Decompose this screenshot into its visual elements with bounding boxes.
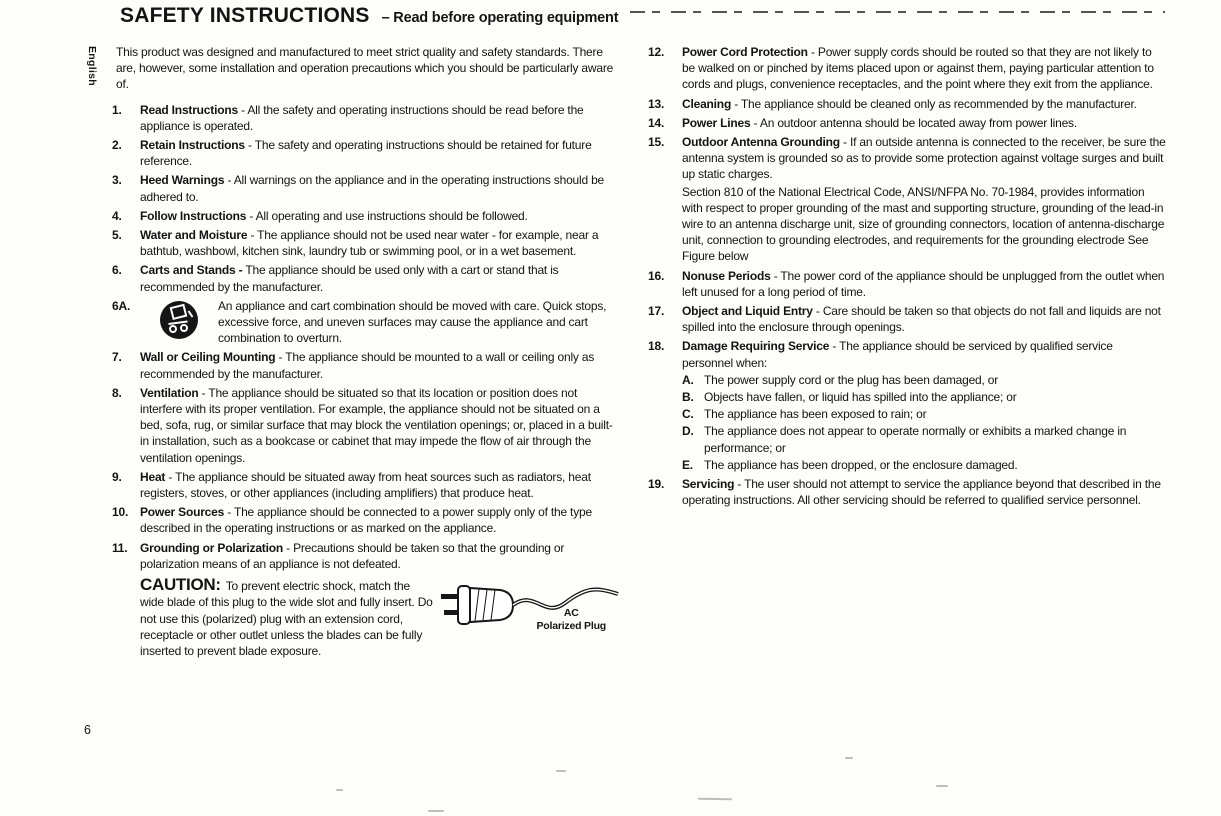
item-text <box>140 298 620 347</box>
item-text <box>682 96 1166 112</box>
service-condition-d <box>682 423 1166 455</box>
item-body: - The appliance should be situated so that its location or position does not interfere with its proper ventilation. For example, the appliance should not be situated on a bed, sofa, rug, or similar surface that may block the ventilation openings; or, placed in a built-in installation, such as a bookcase or cabinet that may impede the flow of air through the ventilation openings. <box>140 385 613 465</box>
page-number: 6 <box>84 723 91 737</box>
item-title: Damage Requiring Service <box>682 339 830 354</box>
item-body: - The appliance should be cleaned only as recommended by the manufacturer. <box>731 96 1137 111</box>
item-title: Cleaning <box>682 96 732 111</box>
item-number: 4. <box>112 208 122 223</box>
item-title: Wall or Ceiling Mounting <box>140 350 276 365</box>
item-number: 1. <box>112 102 122 117</box>
item-number: 18. <box>648 339 665 354</box>
item-text <box>140 208 620 224</box>
item-text <box>682 134 1166 265</box>
sub-letter: A. <box>682 372 694 387</box>
item-body: - The appliance should be mounted to a wall or ceiling only as recommended by the manufacturer. <box>140 350 595 381</box>
language-tab: English <box>86 46 99 87</box>
item-body: An appliance and cart combination should be moved with care. Quick stops, excessive force, and uneven surfaces may cause the appliance and cart combination to overturn. <box>218 298 607 346</box>
instruction-item-2 <box>100 137 620 169</box>
instruction-item-7 <box>100 349 620 381</box>
item-title: Follow Instructions <box>140 208 247 223</box>
item-number: 12. <box>648 45 665 59</box>
instruction-item-17 <box>646 303 1166 335</box>
item-text <box>140 262 620 294</box>
service-condition-e <box>682 457 1166 473</box>
item-title: Read Instructions <box>140 102 238 117</box>
page-title: SAFETY INSTRUCTIONS <box>120 4 370 27</box>
caution-text: To prevent electric shock, match the wide blade of this plug to the wide slot and fully insert. Do not use this (polarized) plug with an extension cord, receptacle or other outlet unless the blades can be fully inserted to prevent blade exposure. <box>140 579 433 658</box>
item-number: 14. <box>648 115 665 130</box>
plug-caption-line2: Polarized Plug <box>536 620 606 633</box>
scan-artifact <box>556 770 566 772</box>
instruction-item-3 <box>100 172 620 204</box>
item-text <box>682 268 1166 300</box>
item-number: 2. <box>112 138 122 153</box>
plug-caption <box>536 607 606 633</box>
sub-text: The power supply cord or the plug has been damaged, or <box>704 372 999 387</box>
caution-block <box>140 577 620 659</box>
item-title: Water and Moisture <box>140 228 248 243</box>
item-title: Heed Warnings <box>140 173 225 188</box>
instruction-item-4 <box>100 208 620 224</box>
item-title: Power Lines <box>682 115 751 130</box>
item-body: - All the safety and operating instructions should be read before the appliance is operated. <box>140 102 584 133</box>
item-title: Outdoor Antenna Grounding <box>682 135 840 150</box>
item-body: - If an outside antenna is connected to the receiver, be sure the antenna system is grounded so as to provide some protection against voltage surges and built up static charges. <box>682 135 1166 182</box>
item-number: 19. <box>648 477 665 492</box>
item-body: - Power supply cords should be routed so that they are not likely to be walked on or pinched by items placed upon or against them, paying particular attention to cords and plugs, convenience receptacles, and the point where they exit from the appliance. <box>682 45 1154 92</box>
sub-text: The appliance does not appear to operate normally or exhibits a marked change in performance; or <box>704 424 1127 455</box>
sub-text: Objects have fallen, or liquid has spilled into the appliance; or <box>704 390 1017 405</box>
item-number: 15. <box>648 135 665 150</box>
item-number: 13. <box>648 96 665 111</box>
instruction-item-5 <box>100 227 620 259</box>
instruction-item-10 <box>100 504 620 536</box>
item-text <box>140 469 620 501</box>
header-dashed-rule <box>630 11 1165 13</box>
item-text <box>140 349 620 381</box>
ac-polarized-plug-figure <box>440 579 620 643</box>
instruction-item-15 <box>646 134 1166 265</box>
item-number: 6. <box>112 263 122 278</box>
instruction-item-6 <box>100 262 620 294</box>
item-text <box>682 115 1166 131</box>
item-text <box>682 338 1166 473</box>
scan-artifact <box>428 810 444 812</box>
plug-caption-line1: AC <box>563 607 579 620</box>
item-body: - The user should not attempt to service the appliance beyond that described in the operating instructions. All other servicing should be referred to qualified service personnel. <box>682 477 1161 508</box>
scan-artifact <box>936 785 948 787</box>
item-title: Power Sources <box>140 505 225 520</box>
intro-paragraph: This product was designed and manufactured to meet strict quality and safety standards. There are, however, some installation and operation precautions which you should be particularly aware of. <box>116 45 614 92</box>
item-number: 6A. <box>112 298 131 313</box>
sub-text: The appliance has been exposed to rain; or <box>704 407 927 422</box>
page-subtitle: – Read before operating equipment <box>381 10 619 26</box>
item-text <box>140 540 620 659</box>
item-body: - The appliance should be connected to a power supply only of the type described in the operating instructions or as marked on the appliance. <box>140 505 592 536</box>
item-body: - Precautions should be taken so that the grounding or polarization means of an appliance is not defeated. <box>140 540 565 571</box>
instruction-item-11 <box>100 540 620 659</box>
item-body: - The appliance should not be used near water - for example, near a bathtub, washbowl, kitchen sink, laundry tub or swimming pool, or in a wet basement. <box>140 228 599 259</box>
sub-letter: C. <box>682 407 694 422</box>
item-body: - All warnings on the appliance and in the operating instructions should be adhered to. <box>140 173 605 204</box>
item-number: 10. <box>112 505 129 520</box>
left-column <box>100 44 620 662</box>
item-number: 9. <box>112 469 122 484</box>
item-text <box>140 172 620 204</box>
instruction-item-16 <box>646 268 1166 300</box>
instruction-item-12 <box>646 44 1166 93</box>
item-number: 3. <box>112 173 122 188</box>
item-text <box>140 504 620 536</box>
item-title: Heat <box>140 469 166 484</box>
item-title: Retain Instructions <box>140 138 245 153</box>
item-body: - The power cord of the appliance should be unplugged from the outlet when left unused for a long period of time. <box>682 268 1165 299</box>
item-title: Servicing <box>682 477 735 492</box>
caution-label: CAUTION: <box>140 575 221 595</box>
scan-artifact <box>336 789 343 791</box>
cart-tipping-icon <box>140 298 218 347</box>
sub-letter: B. <box>682 390 694 405</box>
instruction-item-19 <box>646 476 1166 508</box>
item-title: Ventilation <box>140 385 199 400</box>
instruction-item-18 <box>646 338 1166 473</box>
sub-letter: E. <box>682 457 693 472</box>
sub-text: The appliance has been dropped, or the enclosure damaged. <box>704 457 1018 472</box>
item-number: 17. <box>648 304 665 319</box>
item-body-continued: Section 810 of the National Electrical Code, ANSI/NFPA No. 70-1984, provides information with respect to proper grounding of the mast and supporting structure, grounding of the lead-in wire to an antenna discharge unit, size of grounding connectors, location of antenna-discharge unit, connection to grounding electrodes, and requirements for the grounding electrode See Figure below <box>682 184 1165 264</box>
item-body: - Care should be taken so that objects do not fall and liquids are not spilled into the enclosure through openings. <box>682 304 1161 335</box>
item-body: The appliance should be used only with a cart or stand that is recommended by the manufacturer. <box>140 263 559 294</box>
item-title: Grounding or Polarization <box>140 540 283 555</box>
instruction-item-14 <box>646 115 1166 131</box>
instruction-item-8 <box>100 385 620 466</box>
item-number: 16. <box>648 268 665 283</box>
instruction-item-6a <box>100 298 620 347</box>
item-text <box>140 102 620 134</box>
two-column-body <box>100 44 1166 662</box>
item-text <box>682 44 1166 93</box>
item-body: - All operating and use instructions should be followed. <box>246 208 528 223</box>
page-header <box>120 4 1165 27</box>
scan-artifact <box>698 798 732 801</box>
item-number: 11. <box>112 540 128 555</box>
item-text <box>140 385 620 466</box>
item-body: - An outdoor antenna should be located away from power lines. <box>750 115 1077 130</box>
right-column <box>646 44 1166 662</box>
sub-letter: D. <box>682 424 694 439</box>
item-number: 5. <box>112 228 122 243</box>
item-text <box>140 137 620 169</box>
instruction-item-13 <box>646 96 1166 112</box>
service-condition-a <box>682 372 1166 388</box>
item-body: - The safety and operating instructions should be retained for future reference. <box>140 138 592 169</box>
item-title: Nonuse Periods <box>682 268 771 283</box>
instruction-item-1 <box>100 102 620 134</box>
service-condition-c <box>682 406 1166 422</box>
item-body: - The appliance should be situated away from heat sources such as radiators, heat registers, stoves, or other appliances (including amplifiers) that produce heat. <box>140 469 591 501</box>
instruction-item-9 <box>100 469 620 501</box>
item-body: - The appliance should be serviced by qualified service personnel when: <box>682 339 1113 370</box>
item-number: 8. <box>112 385 122 400</box>
item-text <box>682 303 1166 335</box>
item-text <box>140 227 620 259</box>
item-number: 7. <box>112 350 122 365</box>
item-text <box>682 476 1166 508</box>
item-title: Carts and Stands - <box>140 263 243 278</box>
scan-artifact <box>845 757 853 759</box>
item-title: Object and Liquid Entry <box>682 304 813 319</box>
item-title: Power Cord Protection <box>682 45 808 59</box>
service-condition-b <box>682 389 1166 405</box>
